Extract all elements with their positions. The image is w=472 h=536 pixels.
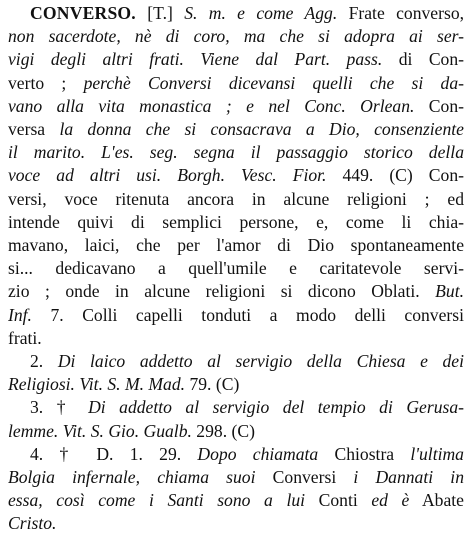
text-span: vano alla vita monastica ; e nel Conc. Orlean.: [8, 95, 415, 116]
text-span: frati.: [8, 327, 42, 348]
entry-line: [8, 420, 464, 443]
sense-number: 3. †: [30, 397, 89, 418]
entry-line: [8, 95, 464, 118]
entry-line: [8, 118, 464, 141]
entry-line: [8, 280, 464, 303]
headword: CONVERSO.: [30, 3, 136, 23]
entry-line: [8, 2, 464, 25]
text-span: Religiosi. Vit. S. M. Mad.: [8, 374, 186, 395]
text-span: versa: [8, 119, 60, 140]
text-span: Con-: [414, 95, 464, 116]
sense-3-line: [8, 396, 464, 419]
entry-line: [8, 48, 464, 71]
text-span: Conversi: [255, 467, 354, 488]
entry-line: [8, 489, 464, 512]
text-span: 449. (C) Con-: [326, 165, 464, 186]
text-span: voce ad altri usi. Borgh. Vesc. Fior.: [8, 165, 327, 186]
text-span: Inf.: [8, 304, 32, 325]
text-span: versi, voce ritenuta ancora in alcune religioni ; ed: [8, 188, 464, 209]
text-span: lemme. Vit. S. Gio. Gualb.: [8, 420, 192, 441]
text-span: 7. Colli capelli tonduti a modo delli conversi: [31, 304, 464, 325]
sense-number: 2.: [30, 351, 58, 372]
entry-line: [8, 211, 464, 234]
text-span: perchè Conversi dicevansi quelli che si da-: [83, 72, 464, 93]
text-span: Frate converso,: [337, 3, 464, 23]
text-span: la donna che si consacrava a Dio, consenziente: [59, 119, 464, 140]
text-span: verto ;: [8, 72, 84, 93]
entry-line: [8, 164, 464, 187]
text-span: non sacerdote, nè di coro, ma che si adopra ai ser-: [8, 26, 464, 47]
text-span: Di laico addetto al servigio della Chiesa e dei: [57, 351, 464, 372]
text-span: 79. (C): [185, 374, 240, 395]
entry-line: [8, 141, 464, 164]
text-span: Chiostra: [318, 443, 411, 464]
text-span: intende quivi di semplici persone, e, come li chia-: [8, 211, 464, 232]
text-span: Cristo.: [8, 513, 57, 534]
text-span: 298. (C): [191, 420, 255, 441]
sense-2-line: [8, 350, 464, 373]
sense-number: 4. † D. 1. 29.: [30, 443, 198, 464]
text-span: i Dannati in: [353, 467, 464, 488]
entry-line: [8, 257, 464, 280]
text-span: S. m. e come Agg.: [184, 3, 338, 23]
entry-line: [8, 304, 464, 327]
entry-line: [8, 512, 464, 535]
text-span: mavano, laici, che per l'amor di Dio spontaneamente: [8, 235, 464, 256]
entry-line: [8, 188, 464, 211]
text-span: But.: [435, 281, 464, 302]
text-span: Conti: [305, 490, 372, 511]
sense-4-line: [8, 443, 464, 466]
text-span: si... dedicavano a quell'umile e caritatevole servi-: [8, 258, 464, 279]
text-span: l'ultima: [410, 443, 464, 464]
text-span: vigi degli altri frati. Viene dal Part. pass.: [8, 49, 383, 70]
text-span: zio ; onde in alcune religioni si dicono Oblati.: [8, 281, 436, 302]
text-span: Dopo chiamata: [197, 443, 319, 464]
entry-line: [8, 25, 464, 48]
text-span: ed è: [371, 490, 410, 511]
text-span: il marito. L'es. seg. segna il passaggio storico della: [8, 142, 464, 163]
entry-line: [8, 327, 464, 350]
entry-line: [8, 373, 464, 396]
text-span: essa, così come i Santi sono a lui: [8, 490, 306, 511]
entry-line: [8, 72, 464, 95]
text-span: di Con-: [382, 49, 464, 70]
text-span: Di addetto al servigio del tempio di Gerusa-: [88, 397, 464, 418]
entry-line: [8, 234, 464, 257]
text-span: Bolgia infernale, chiama suoi: [8, 467, 256, 488]
text-span: [T.]: [135, 3, 185, 23]
entry-line: [8, 466, 464, 489]
text-span: Abate: [409, 490, 464, 511]
